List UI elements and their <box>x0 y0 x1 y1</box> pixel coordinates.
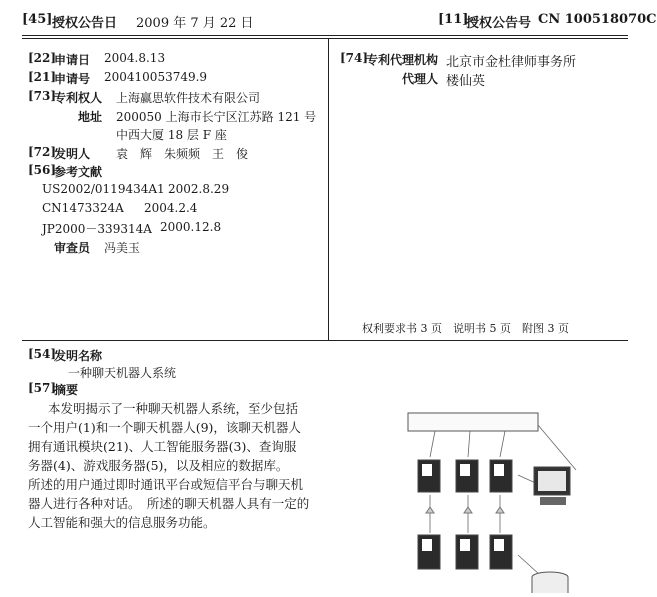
database-icon <box>532 572 568 593</box>
abstract-line: 一个用户(1)和一个聊天机器人(9)，该聊天机器人 <box>28 420 301 435</box>
reference-date: 2002.8.29 <box>168 182 230 196</box>
title-code: [54] <box>28 347 57 361</box>
abstract-figure <box>390 405 590 597</box>
column-divider <box>328 38 329 340</box>
inventor-label: 发明人 <box>54 147 91 161</box>
filing-date: 2004.8.13 <box>104 51 166 65</box>
title-label: 发明名称 <box>54 349 103 363</box>
address-label: 地址 <box>78 110 103 124</box>
abstract-line: 器人进行各种对话。 所述的聊天机器人具有一定的 <box>28 496 310 511</box>
computer-icon <box>534 467 570 505</box>
references-label: 参考文献 <box>54 165 103 179</box>
pub-date: 2009 年 7 月 22 日 <box>136 16 254 31</box>
abstract-line: 人工智能和强大的信息服务功能。 <box>28 515 216 530</box>
pub-number-label: 授权公告号 <box>466 16 532 31</box>
patentee-label: 专利权人 <box>54 91 103 105</box>
abstract-line: 务器(4)、游戏服务器(5)，以及相应的数据库。 <box>28 458 289 473</box>
pub-number: CN 100518070C <box>538 12 657 27</box>
pub-date-code: [45] <box>22 12 53 27</box>
address-line-2: 中西大厦 18 层 F 座 <box>116 128 227 142</box>
filing-date-label: 申请日 <box>54 53 91 67</box>
server-icon <box>456 535 478 569</box>
invention-title: 一种聊天机器人系统 <box>68 366 177 380</box>
agent-label: 代理人 <box>402 72 439 86</box>
section-rule <box>22 340 628 341</box>
server-icon <box>418 535 440 569</box>
server-icon <box>456 460 478 492</box>
agency: 北京市金杜律师事务所 <box>446 55 577 70</box>
inventors: 袁 辉 朱频频 王 俊 <box>116 147 249 161</box>
server-icon <box>490 535 512 569</box>
server-icon <box>418 460 440 492</box>
abstract-line: 拥有通讯模块(21)、人工智能服务器(3)、查询服 <box>28 439 297 454</box>
abstract-line: 本发明揭示了一种聊天机器人系统，至少包括 <box>48 401 299 416</box>
patentee: 上海赢思软件技术有限公司 <box>116 91 261 105</box>
pub-date-label: 授权公告日 <box>52 16 118 31</box>
pub-number-code: [11] <box>438 12 469 27</box>
arrow-icons <box>426 507 504 513</box>
inventor-code: [72] <box>28 145 57 159</box>
header-rule <box>22 35 628 36</box>
agent: 楼仙英 <box>446 74 486 89</box>
address-line-1: 200050 上海市长宁区江苏路 121 号 <box>116 110 317 124</box>
reference-number: CN1473324A <box>42 201 124 215</box>
abstract-code: [57] <box>28 381 57 395</box>
agency-code: [74] <box>340 51 369 65</box>
abstract-label: 摘要 <box>54 383 79 397</box>
page-count-note: 权利要求书 3 页 说明书 5 页 附图 3 页 <box>362 322 569 335</box>
examiner: 冯美玉 <box>104 241 141 255</box>
filing-date-code: [22] <box>28 51 57 65</box>
references-code: [56] <box>28 163 57 177</box>
application-number: 200410053749.9 <box>104 70 208 84</box>
patentee-code: [73] <box>28 89 57 103</box>
reference-number: US2002/0119434A1 <box>42 182 165 196</box>
header-rule-2 <box>22 38 628 39</box>
application-number-code: [21] <box>28 70 57 84</box>
application-number-label: 申请号 <box>54 72 91 86</box>
im-platform-box <box>408 413 538 431</box>
agency-label: 专利代理机构 <box>366 53 439 67</box>
server-icon <box>490 460 512 492</box>
reference-date: 2004.2.4 <box>144 201 198 215</box>
abstract-line: 所述的用户通过即时通讯平台或短信平台与聊天机 <box>28 477 304 492</box>
reference-number: JP2000－339314A <box>42 222 152 236</box>
reference-date: 2000.12.8 <box>160 220 222 234</box>
examiner-label: 审查员 <box>54 241 91 255</box>
